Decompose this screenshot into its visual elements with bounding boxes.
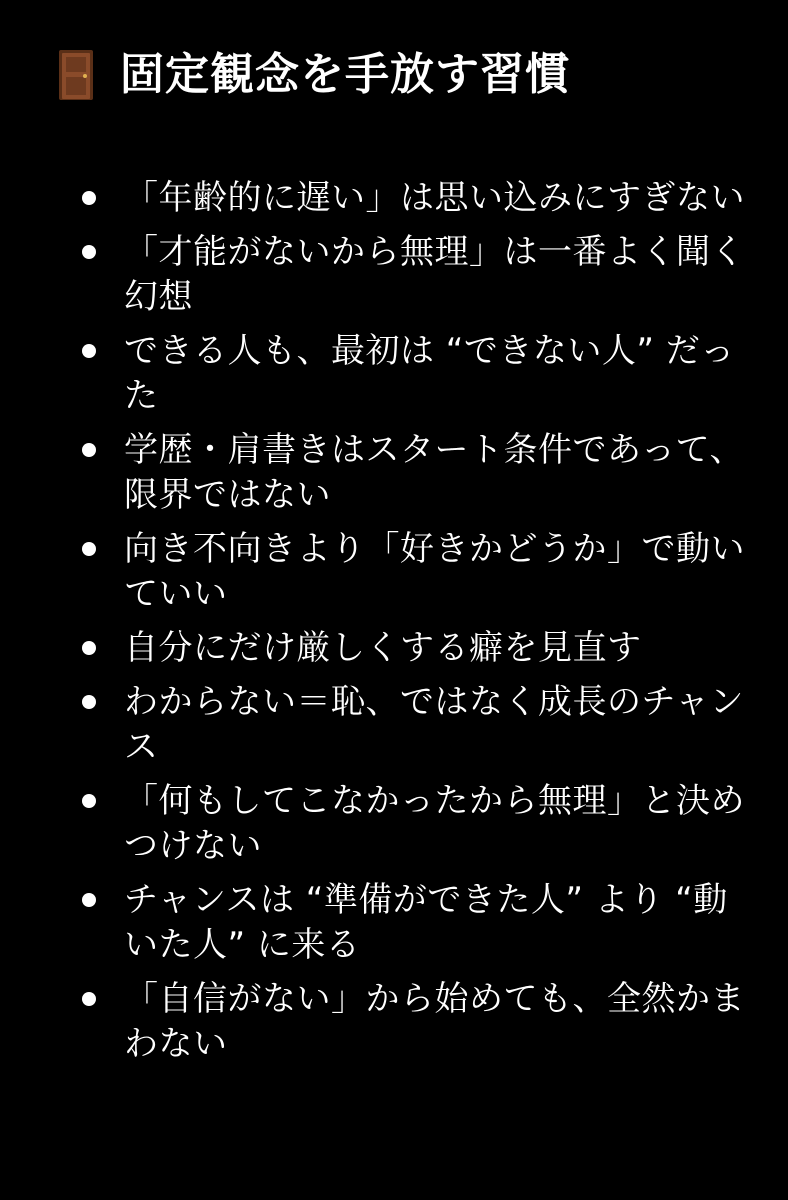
list-item-text: わからない＝恥、ではなく成長のチャンス [124,682,744,767]
list-item-text: チャンスは “準備ができた人” より “動いた人” に来る [124,880,728,965]
list-item-text: 「自信がない」から始めても、全然かまわない [124,979,745,1064]
bullet-dot [82,191,96,205]
bullet-dot [82,245,96,259]
bullet-dot [82,443,96,457]
list-item-text: 「才能がないから無理」は一番よく聞く幻想 [124,232,745,317]
bullet-dot [82,992,96,1006]
list-item [0,527,788,617]
bullet-dot [82,794,96,808]
list-item-text: 学歴・肩書きはスタート条件であって、限界ではない [124,430,744,515]
list-item [0,230,788,320]
page-title: 固定観念を手放す習慣 [120,49,570,100]
list-item-text: できる人も、最初は “できない人” だった [124,331,735,416]
list-item [0,626,788,671]
list-item [0,779,788,869]
list-item-text: 「年齢的に遅い」は思い込みにすぎない [124,178,745,218]
header [58,40,758,110]
list-item [0,176,788,221]
bullet-dot [82,641,96,655]
list-item [0,977,788,1067]
list-item [0,428,788,518]
door-icon [58,49,94,101]
list-item [0,878,788,968]
bullet-dot [82,542,96,556]
bullet-dot [82,344,96,358]
list-item [0,329,788,419]
list-item-text: 自分にだけ厳しくする癖を見直す [124,628,642,668]
list-item-text: 向き不向きより「好きかどうか」で動いていい [124,529,745,614]
list-item [0,680,788,770]
bullet-list [0,176,788,1076]
bullet-dot [82,695,96,709]
list-item-text: 「何もしてこなかったから無理」と決めつけない [124,781,745,866]
bullet-dot [82,893,96,907]
